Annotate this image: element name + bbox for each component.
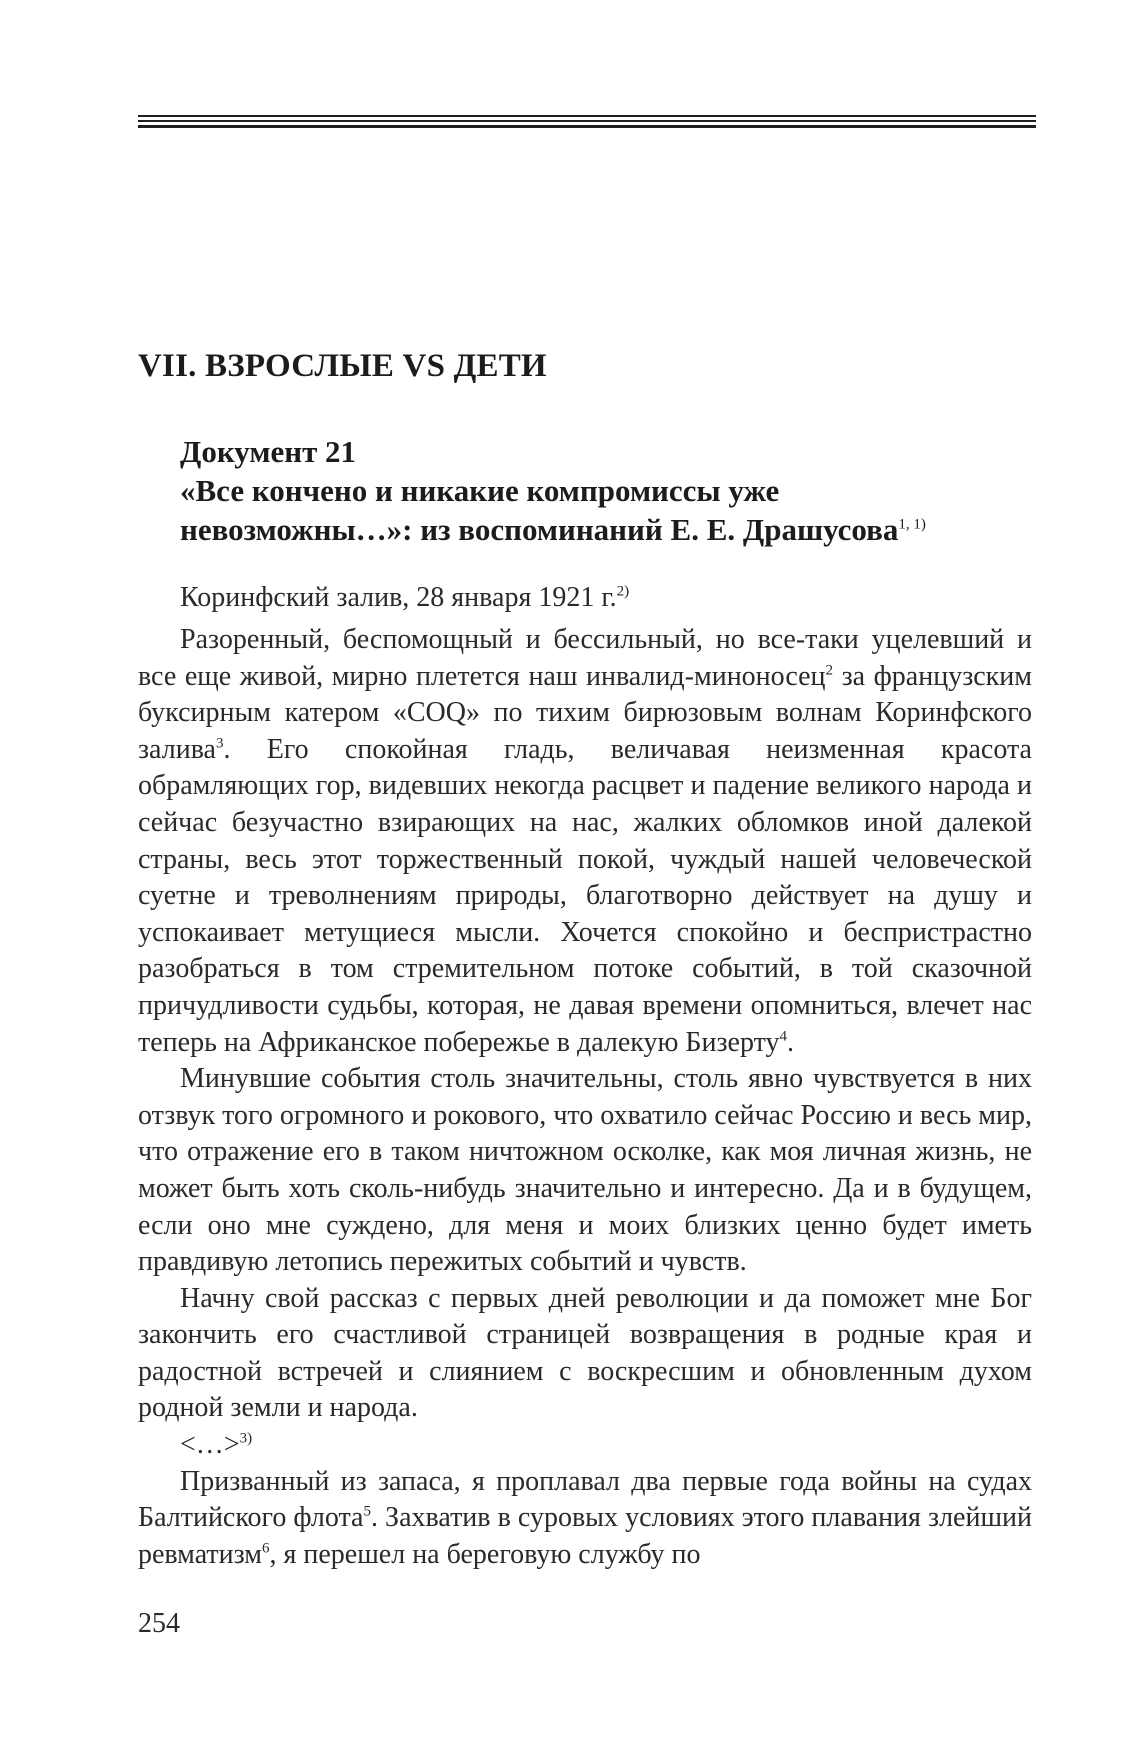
paragraph-text: . [786,1026,794,1058]
omission-text: <…> [180,1429,240,1461]
header-rule-line [138,115,1036,117]
paragraph-text: за французским буксирным катером «COQ» по тихим бирюзовым волнам Коринфского залива [138,660,1032,765]
paragraph [138,1464,1032,1574]
footnote-ref: 6 [262,1540,270,1557]
document-title-text: невозможны…»: из воспоминаний Е. Е. Драшусова [180,512,899,547]
footnote-ref: 4 [779,1028,787,1045]
header-rule-line [138,125,1036,128]
body-text [138,622,1032,1573]
paragraph-text: . Захватив в суровых условиях этого плавания злейший ревматизм [138,1502,1032,1570]
footnote-ref: 2 [825,662,834,679]
omission-note-ref: 3) [239,1430,253,1447]
header-rule [138,115,1036,129]
paragraph-text: Разоренный, беспомощный и бессильный, но все-таки уцелевший и все еще живой, мирно плетется наш инвалид-миноносец [138,624,1032,692]
place-date-text: Коринфский залив, 28 января 1921 г. [180,582,617,613]
document-title-line: «Все кончено и никакие компромиссы уже [180,473,780,508]
page-number: 254 [138,1608,180,1639]
header-rule-line [138,120,1036,122]
paragraph-text: Призванный из запаса, я проплавал два первые года войны на судах Балтийского флота [138,1465,1032,1534]
paragraph: Начну свой рассказ с первых дней революции и да поможет мне Бог закончить его счастливой страницей возвращения в родные края и радостной встречей и слиянием с воскресшим и обновленным духом родной земли и народа. [138,1282,1032,1424]
paragraph-text: . Его спокойная гладь, величавая неизменная красота обрамляющих гор, видевших некогда расцвет и падение великого народа и сейчас безучастно взирающих на нас, жалких обломков иной далекой страны, весь этот торжественный покой, чуждый нашей человеческой суетне и треволнениям природы, благотворно действует на душу и успокаивает метущиеся мысли. Хочется спокойно и беспристрастно разобраться в том стремительном потоке событий, в той сказочной причудливости судьбы, которая, не давая времени опомниться, влечет нас теперь на Африканское побережье в далекую Бизерту [138,733,1032,1058]
chapter-title: VII. ВЗРОСЛЫЕ VS ДЕТИ [138,348,547,384]
place-date [180,582,629,614]
omission-marker [138,1427,1032,1464]
footnote-ref: 3 [215,735,224,752]
title-footnote-ref: 1, 1) [898,516,926,533]
place-date-note-ref: 2) [616,583,630,600]
paragraph [138,622,1032,1061]
document-heading [180,432,1020,549]
footnote-ref: 5 [363,1503,371,1520]
paragraph: Минувшие события столь значительны, столь явно чувствуется в них отзвук того огромного и рокового, что охватило сейчас Россию и весь мир, что отражение его в таком ничтожном осколке, как моя личная жизнь, не может быть хоть сколь-нибудь значительно и интересно. Да и в будущем, если оно мне суждено, для меня и моих близких ценно будет иметь правдивую летопись пережитых событий и чувств. [138,1063,1032,1278]
document-number: Документ 21 [180,434,357,469]
paragraph-text: , я перешел на береговую службу по [269,1538,701,1570]
document-title-line [180,510,1020,549]
